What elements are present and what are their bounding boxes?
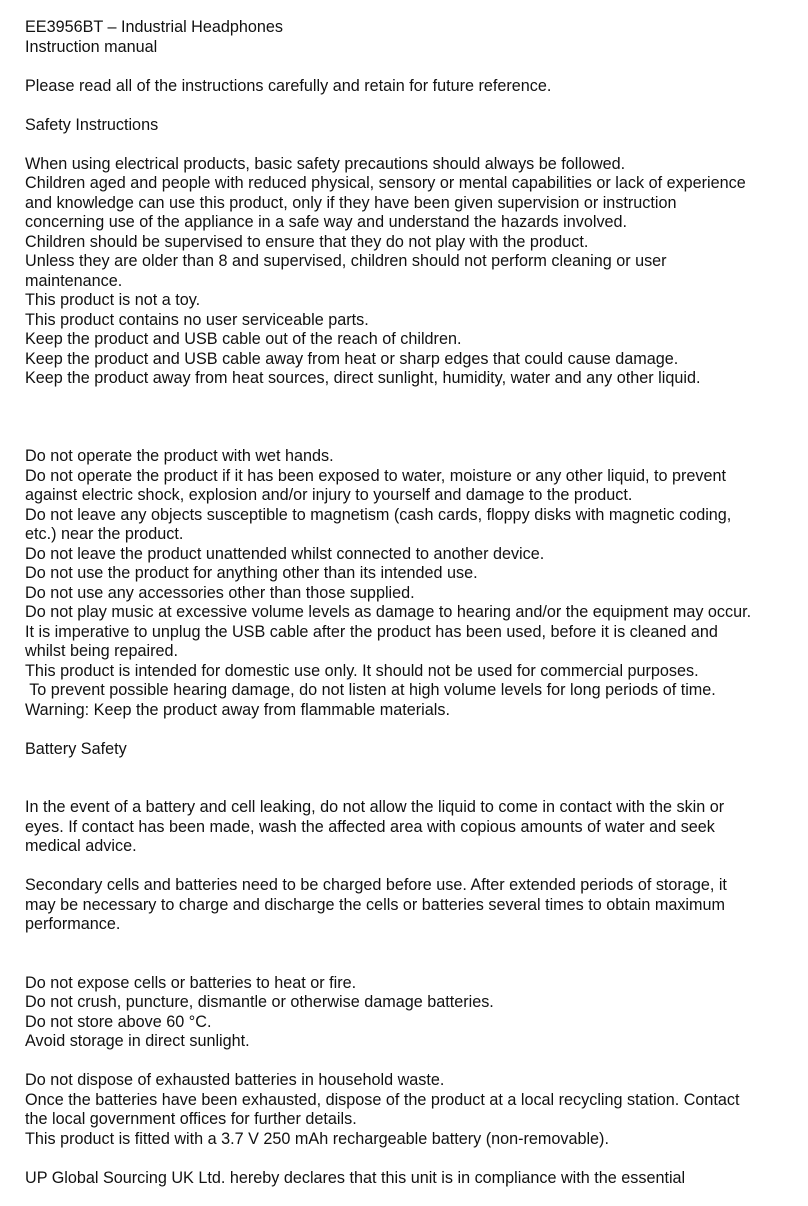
operation-line: Do not operate the product with wet hands. [25,447,334,465]
safety-line: This product contains no user serviceable parts. [25,310,369,329]
disposal-line: This product is fitted with a 3.7 V 250 mAh rechargeable battery (non-removable). [25,1129,609,1148]
safety-heading: Safety Instructions [25,115,159,134]
operation-line: Do not play music at excessive volume levels as damage to hearing and/or the equipment may occur. [25,603,752,621]
safety-line: concerning use of the appliance in a safe way and understand the hazards involved. [25,213,628,231]
disposal-line: the local government offices for further details. [25,1110,357,1128]
document-title: EE3956BT – Industrial Headphones [25,18,283,36]
operation-line: To prevent possible hearing damage, do not listen at high volume levels for long periods of time. [25,681,716,699]
battery-dont-line: Do not expose cells or batteries to heat or fire. [25,973,357,992]
operation-line: Do not use the product for anything other than its intended use. [25,564,478,582]
compliance-text: UP Global Sourcing UK Ltd. hereby declares that this unit is in compliance with the essential [25,1168,686,1187]
battery-leak-line: In the event of a battery and cell leaking, do not allow the liquid to come in contact with the skin or [25,798,725,816]
operation-line: Do not leave any objects susceptible to magnetism (cash cards, floppy disks with magnetic coding, [25,505,732,524]
battery-dont-section [25,974,805,1052]
battery-dont-line: Do not store above 60 °C. [25,1012,212,1031]
disposal-line: Once the batteries have been exhausted, dispose of the product at a local recycling station. Contact [25,1090,740,1109]
battery-leak-line: eyes. If contact has been made, wash the affected area with copious amounts of water and seek [25,817,715,836]
battery-leak-line: medical advice. [25,837,137,855]
battery-charge-line: performance. [25,915,121,933]
safety-line: Children should be supervised to ensure that they do not play with the product. [25,232,589,251]
operation-line: against electric shock, explosion and/or injury to yourself and damage to the product. [25,486,633,504]
disposal-line: Do not dispose of exhausted batteries in household waste. [25,1071,445,1089]
battery-heading: Battery Safety [25,739,127,758]
battery-charge-section [25,876,805,935]
operation-line: whilst being repaired. [25,642,178,660]
safety-line: When using electrical products, basic safety precautions should always be followed. [25,154,626,173]
safety-line: maintenance. [25,271,123,290]
operation-section [25,447,805,720]
operation-line: Do not leave the product unattended whilst connected to another device. [25,544,545,563]
operation-line: etc.) near the product. [25,525,184,543]
safety-line: This product is not a toy. [25,291,201,309]
operation-line: Do not use any accessories other than those supplied. [25,583,415,602]
battery-dont-line: Do not crush, puncture, dismantle or otherwise damage batteries. [25,993,494,1011]
battery-charge-line: may be necessary to charge and discharge the cells or batteries several times to obtain maximum [25,895,725,914]
battery-charge-line: Secondary cells and batteries need to be charged before use. After extended periods of storage, it [25,876,727,894]
operation-line: It is imperative to unplug the USB cable after the product has been used, before it is cleaned and [25,622,718,641]
operation-line: Warning: Keep the product away from flammable materials. [25,700,450,719]
safety-line: Keep the product and USB cable away from heat or sharp edges that could cause damage. [25,349,679,368]
intro-text: Please read all of the instructions carefully and retain for future reference. [25,76,552,95]
safety-line: Unless they are older than 8 and supervised, children should not perform cleaning or user [25,252,667,270]
battery-dont-line: Avoid storage in direct sunlight. [25,1032,250,1050]
safety-line: Keep the product and USB cable out of the reach of children. [25,330,462,348]
operation-line: Do not operate the product if it has been exposed to water, moisture or any other liquid, to prevent [25,466,726,485]
battery-leak-section [25,798,805,857]
safety-line: and knowledge can use this product, only if they have been given supervision or instruction [25,193,677,212]
manual-page [25,18,805,1188]
safety-section [25,155,805,389]
safety-line: Keep the product away from heat sources, direct sunlight, humidity, water and any other liquid. [25,369,701,387]
operation-line: This product is intended for domestic use only. It should not be used for commercial purposes. [25,661,699,680]
safety-line: Children aged and people with reduced physical, sensory or mental capabilities or lack of experience [25,174,746,192]
disposal-section [25,1071,805,1149]
document-subtitle: Instruction manual [25,37,158,56]
